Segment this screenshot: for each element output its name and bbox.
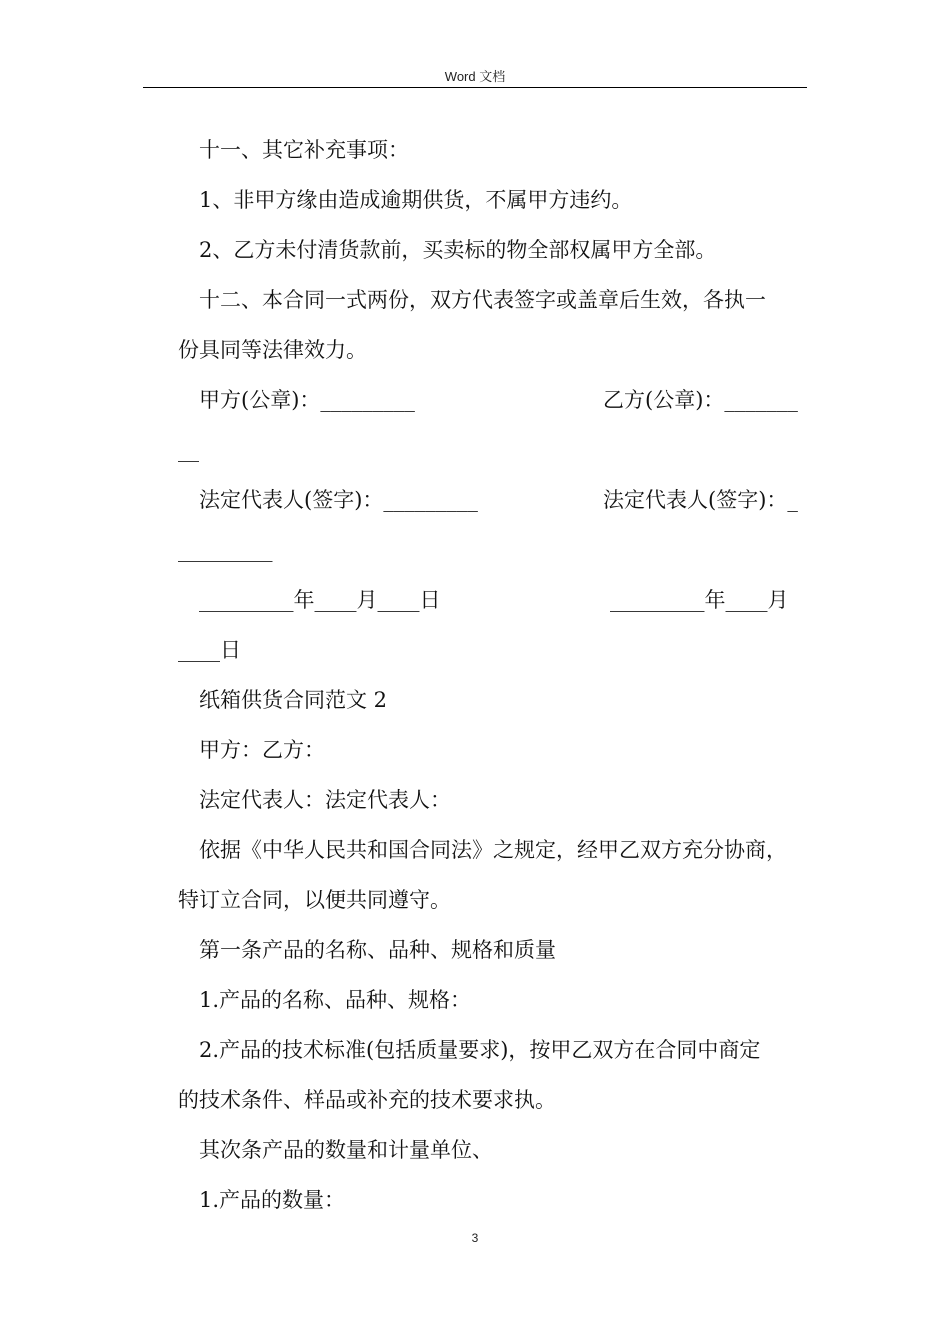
header-rule [143, 87, 807, 88]
preamble-line-2: 特订立合同，以便共同遵守。 [178, 888, 451, 912]
party-a-representative: 法定代表人(签字)：_________ [199, 488, 478, 512]
party-a-seal: 甲方(公章)：_________ [199, 388, 415, 412]
party-b-representative-continued: _________ [178, 538, 273, 562]
party-b-representative: 法定代表人(签字)：_ [603, 488, 798, 512]
parties-line: 甲方：乙方： [199, 738, 325, 762]
party-b-seal-continued: __ [178, 438, 199, 462]
section-title: 纸箱供货合同范文 2 [199, 688, 388, 712]
party-b-date-continued: ____日 [178, 638, 241, 662]
clause-11-item-2: 2、乙方未付清货款前，买卖标的物全部权属甲方全部。 [199, 238, 717, 262]
clause-11-heading: 十一、其它补充事项： [199, 138, 409, 162]
representatives-line: 法定代表人：法定代表人： [199, 788, 451, 812]
clause-12-line-2: 份具同等法律效力。 [178, 338, 367, 362]
page-number: 3 [471, 1231, 479, 1245]
preamble-line-1: 依据《中华人民共和国合同法》之规定，经甲乙双方充分协商， [199, 838, 787, 862]
clause-12-line-1: 十二、本合同一式两份，双方代表签字或盖章后生效，各执一 [199, 288, 766, 312]
party-a-date: _________年____月____日 [199, 588, 441, 612]
article-2-heading: 其次条产品的数量和计量单位、 [199, 1138, 493, 1162]
party-b-date: _________年____月 [610, 588, 789, 612]
article-1-item-1: 1.产品的名称、品种、规格： [199, 988, 472, 1012]
article-2-item-1: 1.产品的数量： [199, 1188, 346, 1212]
article-1-heading: 第一条产品的名称、品种、规格和质量 [199, 938, 556, 962]
article-1-item-2-line-2: 的技术条件、样品或补充的技术要求执。 [178, 1088, 556, 1112]
party-b-seal: 乙方(公章)：_______ [603, 388, 798, 412]
clause-11-item-1: 1、非甲方缘由造成逾期供货，不属甲方违约。 [199, 188, 633, 212]
article-1-item-2-line-1: 2.产品的技术标准(包括质量要求)，按甲乙双方在合同中商定 [199, 1038, 761, 1062]
page-header: Word 文档 [444, 69, 506, 84]
